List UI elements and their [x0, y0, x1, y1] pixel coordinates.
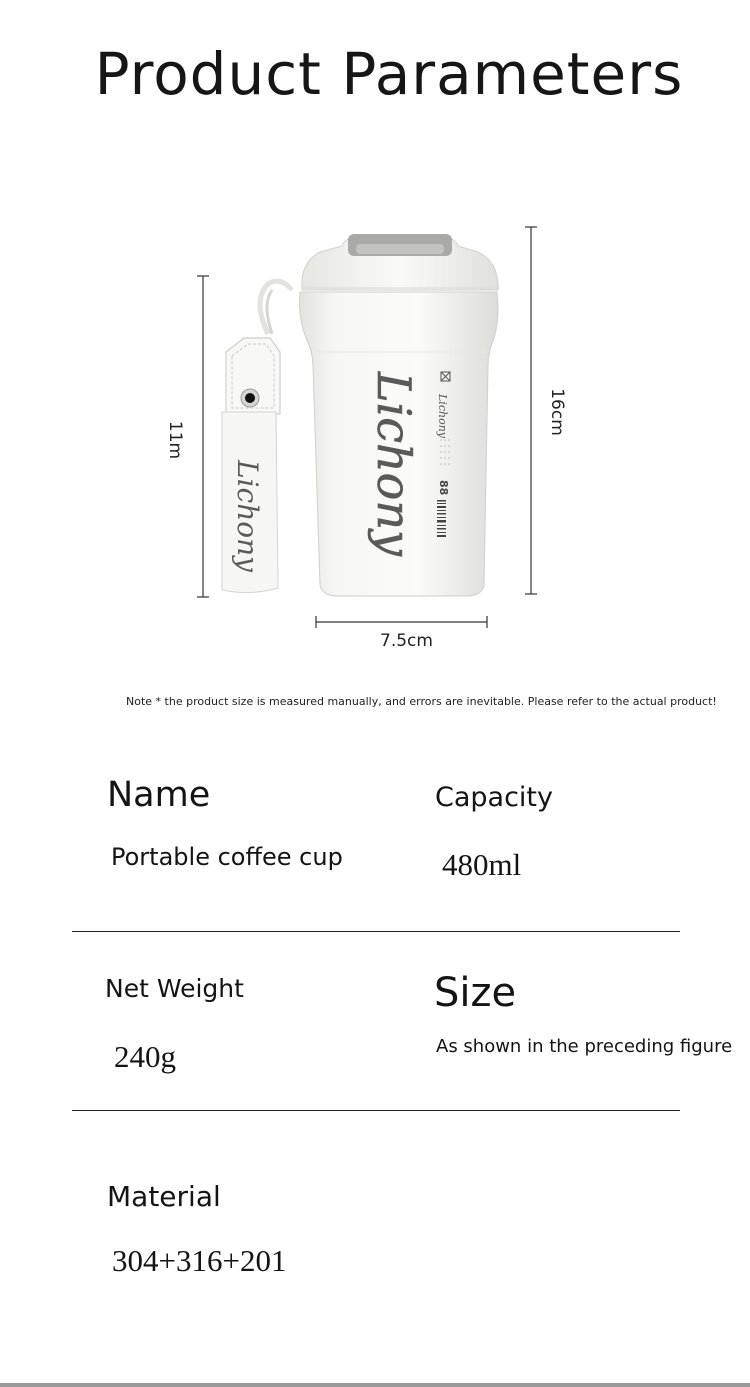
strap-brand-script: Lichony: [231, 460, 264, 572]
divider-1: [72, 931, 680, 932]
name-label: Name: [107, 775, 211, 815]
size-value: As shown in the preceding figure: [436, 1036, 733, 1057]
net-weight-value: 240g: [114, 1039, 176, 1074]
cup-brand-script: Lichony: [367, 372, 421, 556]
bottom-bar: [0, 1383, 750, 1387]
strap-cord: [260, 281, 292, 334]
capacity-value: 480ml: [442, 847, 522, 882]
divider-2: [72, 1110, 680, 1111]
cup-small-brand-script: Lichony: [436, 394, 449, 438]
cup-height-dimension-line: [525, 227, 537, 594]
product-figure: [0, 0, 750, 680]
material-value: 304+316+201: [112, 1243, 287, 1278]
cup-height-label: 16cm: [547, 388, 567, 436]
material-label: Material: [107, 1180, 221, 1213]
strap-height-dimension-line: [197, 276, 209, 597]
net-weight-label: Net Weight: [105, 974, 244, 1003]
size-label: Size: [434, 970, 517, 1016]
page-title: Product Parameters: [94, 40, 684, 108]
strap-height-label: 11m: [165, 420, 185, 460]
cup-width-dimension-line: [316, 616, 487, 628]
cup-width-label: 7.5cm: [380, 631, 433, 651]
cup-mark-number: 88: [437, 480, 450, 496]
measurement-note: Note * the product size is measured manually, and errors are inevitable. Please refer to the actual product!: [126, 695, 717, 708]
capacity-label: Capacity: [435, 782, 553, 813]
name-value: Portable coffee cup: [111, 843, 343, 871]
